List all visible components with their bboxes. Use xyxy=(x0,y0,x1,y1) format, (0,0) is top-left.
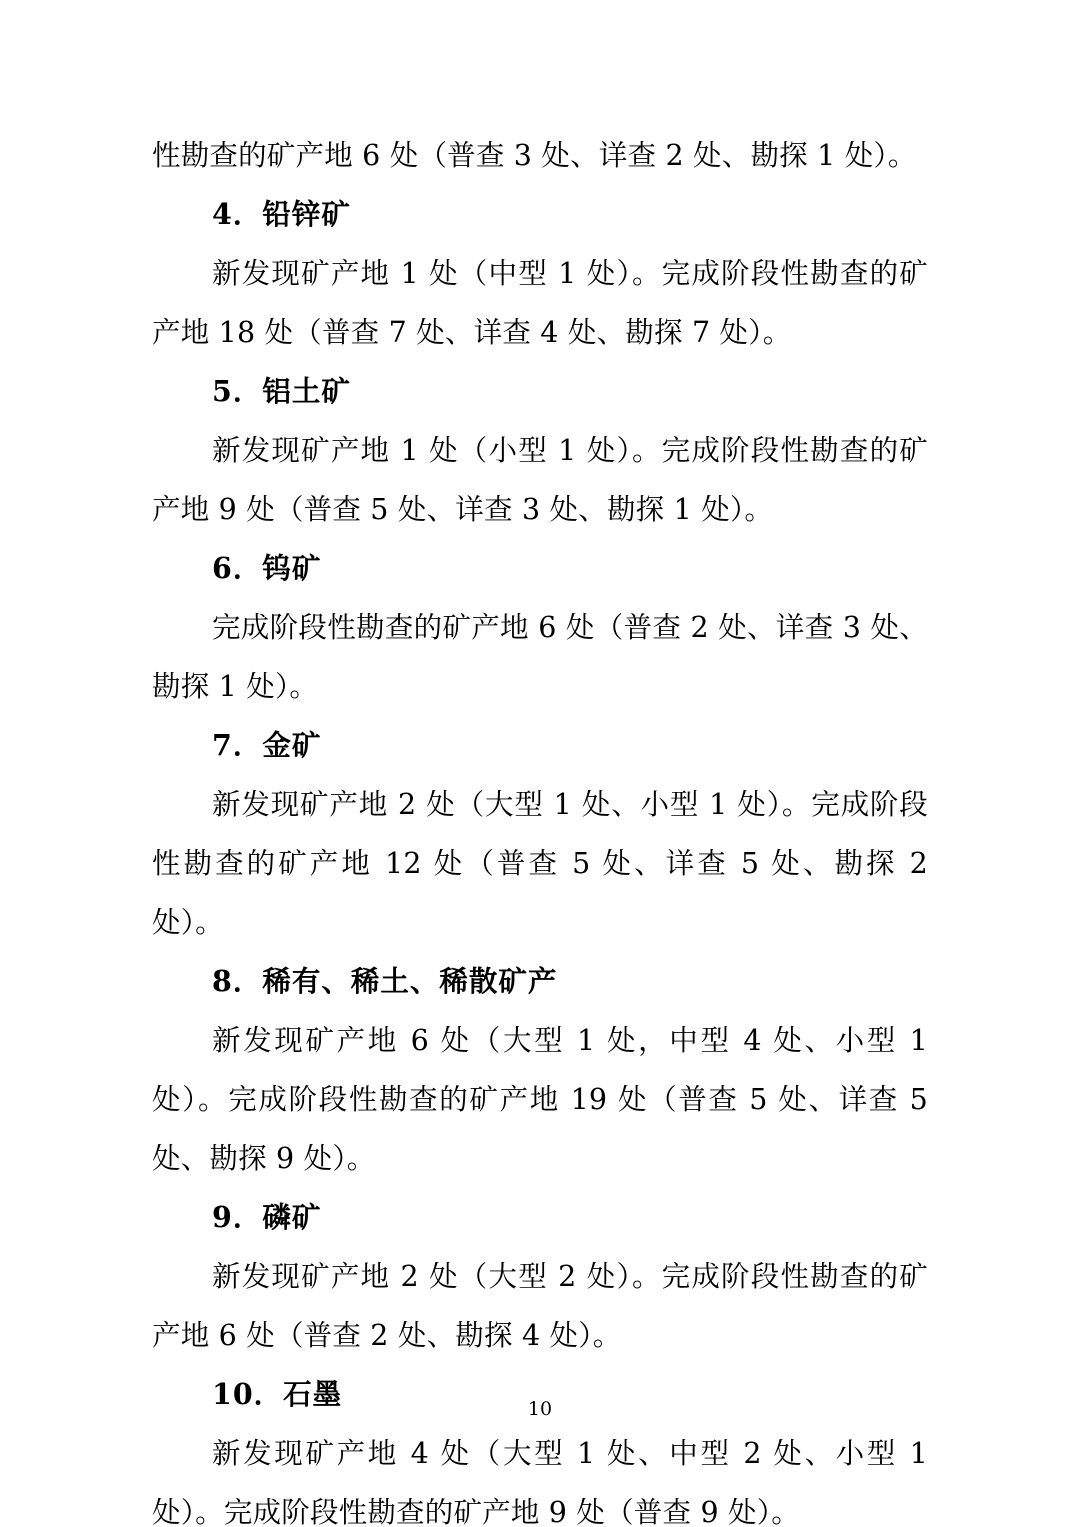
page-number: 10 xyxy=(527,1398,553,1420)
paragraph-tungsten: 完成阶段性勘查的矿产地 6 处（普查 2 处、详查 3 处、勘探 1 处）。 xyxy=(152,611,928,703)
section-heading-tungsten: 6．钨矿 xyxy=(212,551,322,585)
paragraph-lead-zinc: 新发现矿产地 1 处（中型 1 处）。完成阶段性勘查的矿产地 18 处（普查 7 处、详查 4 处、勘探 7 处）。 xyxy=(152,257,928,349)
section-heading-rare-minerals: 8．稀有、稀土、稀散矿产 xyxy=(212,964,558,998)
section-heading-lead-zinc: 4．铅锌矿 xyxy=(212,197,351,231)
section-heading-graphite: 10．石墨 xyxy=(212,1377,343,1411)
section-heading-gold: 7．金矿 xyxy=(212,728,322,762)
paragraph-gold: 新发现矿产地 2 处（大型 1 处、小型 1 处）。完成阶段性勘查的矿产地 12 处（普查 5 处、详查 5 处、勘探 2 处）。 xyxy=(152,788,938,939)
paragraph-continuation: 性勘查的矿产地 6 处（普查 3 处、详查 2 处、勘探 1 处）。 xyxy=(152,139,917,172)
document-body xyxy=(152,126,938,1527)
paragraph-phosphorus: 新发现矿产地 2 处（大型 2 处）。完成阶段性勘查的矿产地 6 处（普查 2 处、勘探 4 处）。 xyxy=(152,1260,928,1352)
paragraph-bauxite: 新发现矿产地 1 处（小型 1 处）。完成阶段性勘查的矿产地 9 处（普查 5 处、详查 3 处、勘探 1 处）。 xyxy=(152,434,928,526)
paragraph-graphite: 新发现矿产地 4 处（大型 1 处、中型 2 处、小型 1 处）。完成阶段性勘查的矿产地 9 处（普查 9 处）。 xyxy=(152,1437,938,1527)
paragraph-rare-minerals: 新发现矿产地 6 处（大型 1 处，中型 4 处、小型 1 处）。完成阶段性勘查的矿产地 19 处（普查 5 处、详查 5 处、勘探 9 处）。 xyxy=(152,1024,938,1175)
section-heading-phosphorus: 9．磷矿 xyxy=(212,1200,322,1234)
section-heading-bauxite: 5．铝土矿 xyxy=(212,374,351,408)
